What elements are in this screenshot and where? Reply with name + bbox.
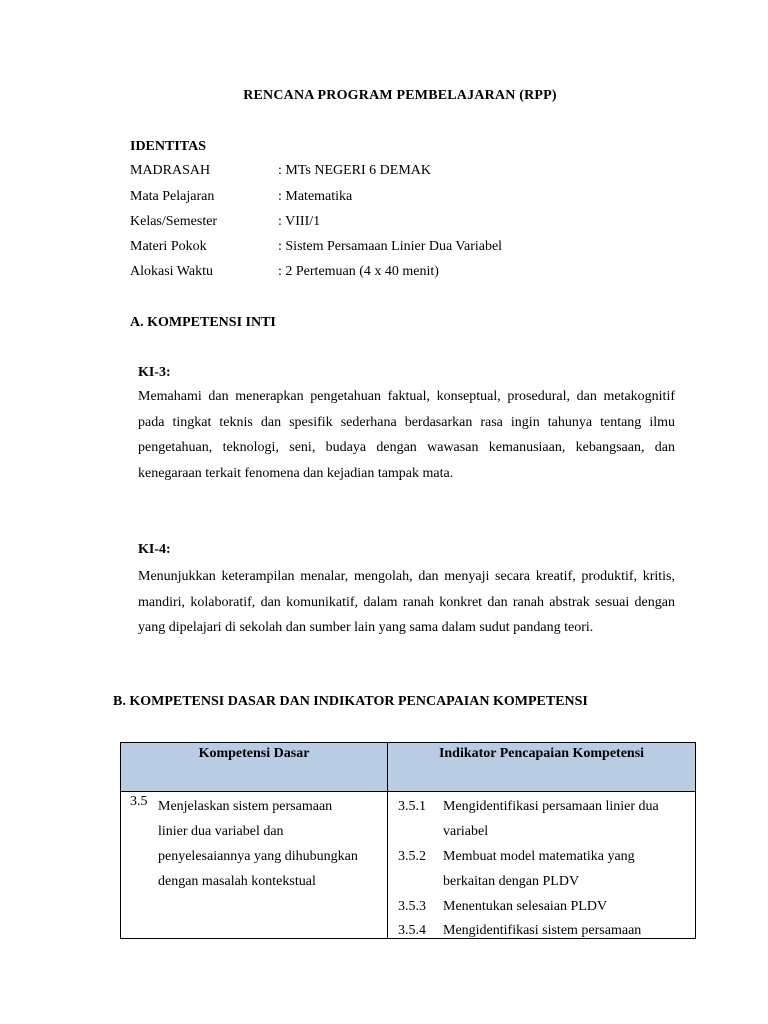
indicator-text: Membuat model matematika yang [443, 849, 635, 864]
kd-number: 3.5 [130, 794, 148, 809]
section-b-heading: B. KOMPETENSI DASAR DAN INDIKATOR PENCAPAIAN KOMPETENSI [113, 694, 588, 709]
indicator-text: Mengidentifikasi persamaan linier dua [443, 799, 659, 814]
indicator-text: Menentukan selesaian PLDV [443, 899, 608, 914]
kd-line: Menjelaskan sistem persamaan [158, 799, 333, 814]
identitas-value: : 2 Pertemuan (4 x 40 menit) [278, 264, 439, 279]
kompetensi-table [120, 742, 696, 939]
indicator-number: 3.5.1 [398, 799, 426, 814]
kd-line: dengan masalah kontekstual [158, 874, 316, 889]
page-title: RENCANA PROGRAM PEMBELAJARAN (RPP) [243, 88, 557, 103]
identitas-label: Mata Pelajaran [130, 189, 215, 204]
identitas-value: : MTs NEGERI 6 DEMAK [278, 163, 432, 178]
table-header-indikator: Indikator Pencapaian Kompetensi [388, 743, 696, 792]
kd-line: linier dua variabel dan [158, 824, 284, 839]
indicator-cell [388, 792, 696, 939]
ki3-paragraph: Memahami dan menerapkan pengetahuan faktual, konseptual, prosedural, dan metakognitif pada tingkat teknis dan spesifik sederhana berdasarkan rasa ingin tahunya tentang ilmu pengetahuan, teknologi, seni, budaya dengan wawasan kemanusiaan, kebangsaan, dan kenegaraan terkait fenomena dan kejadian tampak mata. [138, 389, 675, 481]
indicator-text-cont: berkaitan dengan PLDV [443, 874, 580, 889]
indicator-item [398, 794, 659, 819]
identitas-label: Alokasi Waktu [130, 264, 213, 279]
indicator-number: 3.5.4 [398, 923, 426, 938]
ki4-label: KI-4: [138, 542, 171, 557]
table-header-row [121, 743, 696, 792]
identitas-row [130, 189, 352, 205]
identitas-row [130, 239, 502, 255]
kd-line: penyelesaiannya yang dihubungkan [158, 849, 358, 864]
kd-cell [121, 792, 388, 939]
ki4-paragraph: Menunjukkan keterampilan menalar, mengolah, dan menyaji secara kreatif, produktif, kritis, mandiri, kolaboratif, dan komunikatif, dalam ranah konkret dan ranah abstrak sesuai dengan yang dipelajari di sekolah dan sumber lain yang sama dalam sudut pandang teori. [138, 569, 675, 635]
identitas-label: Materi Pokok [130, 239, 207, 254]
identitas-value: : Matematika [278, 189, 353, 204]
indicator-text: Mengidentifikasi sistem persamaan [443, 923, 642, 938]
indicator-number: 3.5.3 [398, 899, 426, 914]
ki3-label: KI-3: [138, 365, 171, 380]
identitas-value: : VIII/1 [278, 214, 321, 229]
identitas-label: Kelas/Semester [130, 214, 218, 229]
identitas-row [130, 163, 431, 179]
indicator-item [398, 918, 641, 943]
indicator-item [398, 894, 607, 919]
identitas-label: MADRASAH [130, 163, 211, 178]
section-a-heading: A. KOMPETENSI INTI [130, 315, 276, 330]
table-header-kd: Kompetensi Dasar [121, 743, 388, 792]
indicator-item [398, 844, 635, 869]
indicator-text-cont: variabel [443, 824, 489, 839]
identitas-row [130, 214, 320, 230]
identitas-value: : Sistem Persamaan Linier Dua Variabel [278, 239, 503, 254]
indicator-number: 3.5.2 [398, 849, 426, 864]
kd-text [158, 794, 388, 894]
identitas-row [130, 264, 439, 280]
table-row [121, 792, 696, 939]
identitas-heading: IDENTITAS [130, 139, 206, 154]
